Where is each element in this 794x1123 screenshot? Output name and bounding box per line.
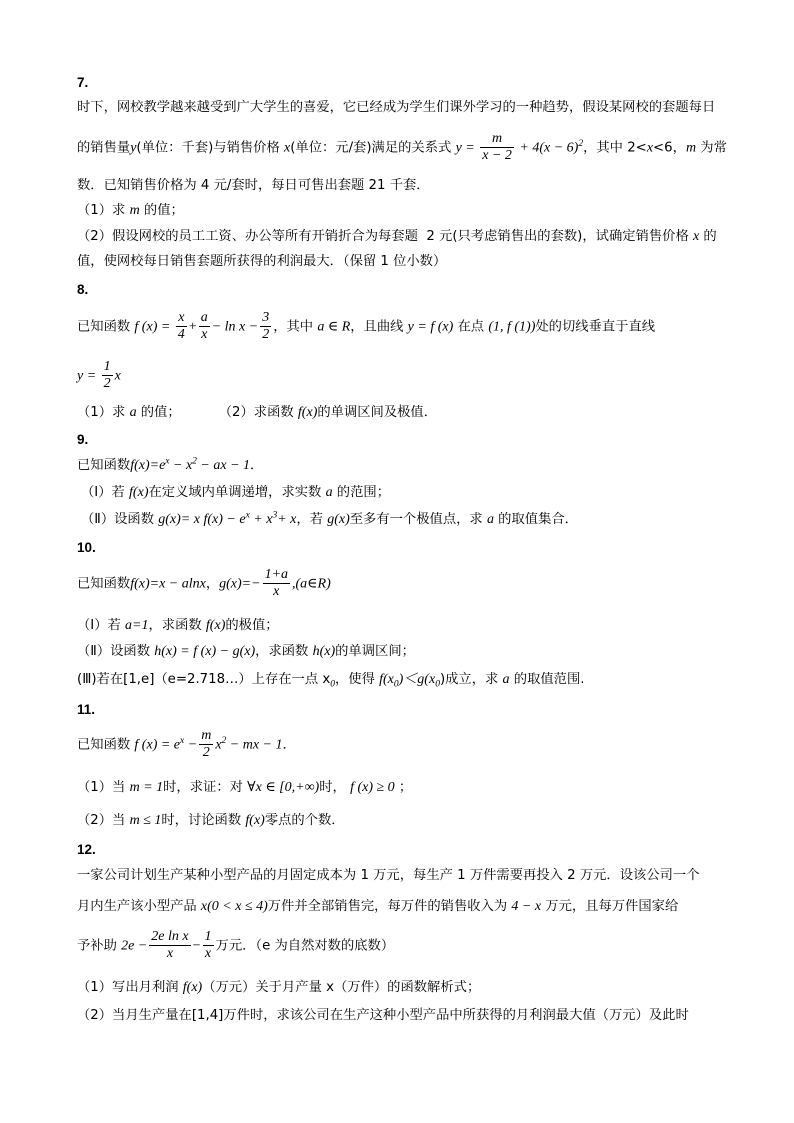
text: （Ⅰ）若	[81, 485, 130, 500]
variable: y	[130, 140, 137, 156]
fraction-numerator: m	[201, 728, 212, 743]
problem-7-line: 值，使网校每日销售套题所获得的利润最大．（保留 1 位小数）	[77, 254, 447, 269]
text: 的极值；	[225, 618, 279, 633]
problem-12-line	[77, 898, 678, 916]
text: （1）写出月利润	[77, 980, 183, 995]
problem-7-question-1	[77, 202, 184, 220]
problem-10-formula-line	[77, 567, 331, 600]
fraction	[480, 131, 514, 164]
fraction-denominator: 2	[262, 327, 270, 342]
text: ，	[205, 576, 220, 592]
math: 4 − x	[511, 899, 542, 914]
fraction-denominator: x − 2	[482, 148, 512, 163]
problem-9-question-1	[81, 484, 390, 502]
formula-term: − ln x −	[211, 319, 259, 335]
problem-7-line: 时下，网校教学越来越受到广大学生的喜爱，它已经成为学生们课外学习的一种趋势，假设某网校的套题每日	[77, 100, 716, 115]
problem-7-question-2	[77, 228, 717, 246]
fraction	[199, 310, 210, 343]
math: f(x)	[297, 405, 318, 420]
math: ,(a∈R)	[292, 576, 331, 592]
text: (单位：元/套)满足的关系式	[290, 140, 456, 156]
problem-7-number: 7.	[77, 75, 89, 90]
superscript: x	[165, 456, 170, 467]
text: （2）假设网校的员工工资、办公等所有开销折合为每套题 2 元(只考虑销售出的套数)，试确定销售价格	[77, 229, 693, 244]
text: ；	[394, 780, 413, 795]
text: （万元）关于月产量 x（万件）的函数解析式；	[202, 980, 481, 995]
superscript: x	[245, 510, 250, 521]
text: （1）求	[77, 203, 130, 218]
math: )＜g(x	[398, 672, 436, 687]
math: (1, f (1))	[488, 319, 536, 335]
superscript: 3	[272, 510, 278, 521]
problem-8-formula-line	[77, 359, 121, 392]
text: 已知函数	[77, 576, 131, 592]
variable: a	[486, 512, 494, 527]
fraction	[176, 310, 187, 343]
text: 已知函数	[77, 737, 135, 753]
text: 处的切线垂直于直线	[535, 319, 656, 335]
text: （Ⅰ）若	[77, 618, 126, 633]
subscript: 0	[435, 679, 440, 690]
problem-7-line: 数．已知销售价格为 4 元/套时，每日可售出套题 21 千套．	[77, 178, 430, 193]
fraction-numerator: 3	[262, 310, 270, 325]
text: ．	[282, 737, 296, 753]
text: （1）求	[77, 405, 130, 420]
text: ，使得	[335, 672, 380, 687]
text: ．	[250, 458, 264, 473]
variable: x	[692, 229, 700, 244]
text: 的取值集合．	[493, 512, 578, 527]
text: ，其中 2<	[583, 140, 647, 156]
operator: +	[188, 319, 197, 335]
math: f(x)	[245, 813, 265, 828]
math: ∀x ∈ [0,+∞)	[247, 780, 320, 795]
problem-9-number: 9.	[77, 432, 89, 447]
problem-8-number: 8.	[77, 282, 89, 297]
fraction-denominator: x	[166, 946, 174, 961]
math: x(0 < x ≤ 4)	[200, 899, 268, 914]
math: f(x)	[182, 980, 203, 995]
fraction-denominator: 4	[177, 327, 185, 342]
text: ，求函数	[255, 644, 313, 659]
fraction	[260, 310, 271, 343]
fraction	[203, 929, 214, 962]
math: + x	[277, 512, 297, 527]
superscript: 2	[221, 736, 227, 747]
problem-10-question-2	[77, 643, 415, 661]
fraction-numerator: 1+a	[264, 567, 289, 582]
fraction-numerator: 1	[204, 929, 212, 944]
formula-lhs: y =	[455, 140, 479, 156]
variable: m	[129, 203, 140, 218]
math: − x	[169, 458, 193, 473]
text: 时，讨论函数	[161, 813, 246, 828]
problem-12-question-1	[77, 979, 480, 997]
text: 在点	[453, 319, 489, 335]
problem-7-formula-line	[77, 131, 727, 164]
math: −	[184, 737, 198, 753]
problem-11-formula-line	[77, 728, 296, 761]
subscript: 0	[393, 679, 399, 690]
superscript: 2	[578, 139, 584, 150]
fraction-denominator: 2	[202, 745, 210, 760]
text: ，若	[296, 512, 328, 527]
math: a=1	[125, 618, 149, 633]
text: (Ⅲ)若在[1,e]（e=2.718…）上存在一点 x	[77, 672, 331, 687]
fraction	[149, 929, 190, 962]
text: 在定义域内单调递增，求实数	[148, 485, 326, 500]
problem-9-line	[77, 457, 263, 475]
fraction-numerator: a	[200, 310, 208, 325]
math: f(x	[379, 672, 394, 687]
math: y = f (x)	[407, 319, 454, 335]
problem-11-question-2	[77, 812, 345, 830]
problem-10-question-3	[77, 671, 585, 689]
text: 万元，且每万件国家给	[541, 899, 679, 914]
problem-12-formula-line	[77, 929, 394, 962]
text: (单位：千套)与销售价格	[136, 140, 284, 156]
problem-11-question-1	[77, 779, 412, 797]
text: 万元．（e 为自然对数的底数）	[215, 938, 395, 954]
text: 为常	[696, 140, 727, 156]
text: 月内生产该小型产品	[77, 899, 201, 914]
math: f(x)=x − alnx	[130, 576, 206, 592]
fraction-numerator: m	[480, 131, 514, 148]
text: （Ⅱ）设函数	[77, 644, 155, 659]
fraction	[102, 359, 113, 392]
fraction-denominator: x	[273, 584, 280, 599]
problem-10-number: 10.	[77, 540, 96, 555]
math: g(x)	[327, 512, 350, 527]
problem-10-question-1	[77, 617, 279, 635]
problem-8-questions	[77, 404, 437, 422]
text: 时，求证：对	[163, 780, 248, 795]
superscript: x	[180, 736, 185, 747]
math: f(x)=e	[130, 458, 166, 473]
variable: x	[646, 140, 654, 156]
text: 的值；	[139, 203, 184, 218]
operator: −	[192, 938, 201, 954]
variable: a	[325, 485, 333, 500]
text: 零点的个数．	[264, 813, 345, 828]
fraction-denominator: x	[204, 946, 212, 961]
formula-lhs: f (x) =	[134, 319, 174, 335]
variable: a	[502, 672, 510, 687]
math: 2e −	[121, 938, 148, 954]
text: 万件并全部销售完，每万件的销售收入为	[267, 899, 512, 914]
fraction-denominator: 2	[103, 376, 111, 391]
fraction	[199, 728, 213, 761]
math: m = 1	[129, 780, 164, 795]
text: （1）当	[77, 780, 130, 795]
problem-9-question-2	[81, 511, 578, 529]
text: 的范围；	[332, 485, 390, 500]
text: ，其中	[273, 319, 318, 335]
math: f(x)	[129, 485, 149, 500]
variable: m	[685, 140, 697, 156]
text: 的单调区间及极值．	[317, 405, 438, 420]
text: （Ⅱ）设函数	[81, 512, 159, 527]
math: f(x)	[205, 618, 226, 633]
problem-12-line: 一家公司计划生产某种小型产品的月固定成本为 1 万元，每生产 1 万件需要再投入 2 万元．设该公司一个	[77, 868, 700, 883]
text: 的	[699, 229, 717, 244]
math: f (x) = e	[134, 737, 181, 753]
text: ，求函数	[148, 618, 206, 633]
fraction-numerator: 1	[103, 359, 111, 374]
formula-lhs: y =	[77, 368, 100, 384]
math: − ax − 1	[196, 458, 251, 473]
math: f (x) ≥ 0	[350, 780, 395, 795]
math: + x	[249, 512, 273, 527]
text: 已知函数	[77, 458, 131, 473]
text: 的值； （2）求函数	[136, 405, 298, 420]
math: a ∈ R	[317, 319, 351, 335]
math: − mx − 1	[226, 737, 283, 753]
text: ，且曲线	[350, 319, 408, 335]
problem-12-number: 12.	[77, 842, 96, 857]
math: g(x)= x f(x) − e	[158, 512, 246, 527]
text: <6，	[653, 140, 686, 156]
problem-8-formula-line	[77, 310, 655, 343]
variable: x	[114, 368, 121, 384]
problem-12-question-2: （2）当月生产量在[1,4]万件时，求该公司在生产这种小型产品中所获得的月利润最大值（万元）及此时	[77, 1008, 689, 1023]
math: h(x) = f (x) − g(x)	[154, 644, 256, 659]
text: 的单调区间；	[335, 644, 415, 659]
variable: x	[215, 737, 222, 753]
text: 已知函数	[77, 319, 135, 335]
math: m ≤ 1	[129, 813, 162, 828]
variable: x	[283, 140, 291, 156]
subscript: 0	[330, 679, 335, 690]
fraction-numerator: x	[176, 310, 187, 327]
fraction	[263, 567, 290, 600]
text: （2）当	[77, 813, 130, 828]
formula-term: + 4(x − 6)	[515, 140, 579, 156]
fraction-denominator: x	[201, 327, 208, 342]
math: g(x)=−	[219, 576, 261, 592]
text: 予补助	[77, 938, 122, 954]
text: 的销售量	[77, 140, 131, 156]
superscript: 2	[192, 456, 197, 467]
text: 至多有一个极值点，求	[349, 512, 487, 527]
text: 时，	[319, 780, 351, 795]
text: 的取值范围.	[509, 672, 585, 687]
problem-11-number: 11.	[77, 702, 96, 717]
math: h(x)	[312, 644, 336, 659]
fraction-numerator: 2e ln x	[151, 929, 189, 944]
text: )成立，求	[439, 672, 503, 687]
variable: a	[129, 405, 137, 420]
